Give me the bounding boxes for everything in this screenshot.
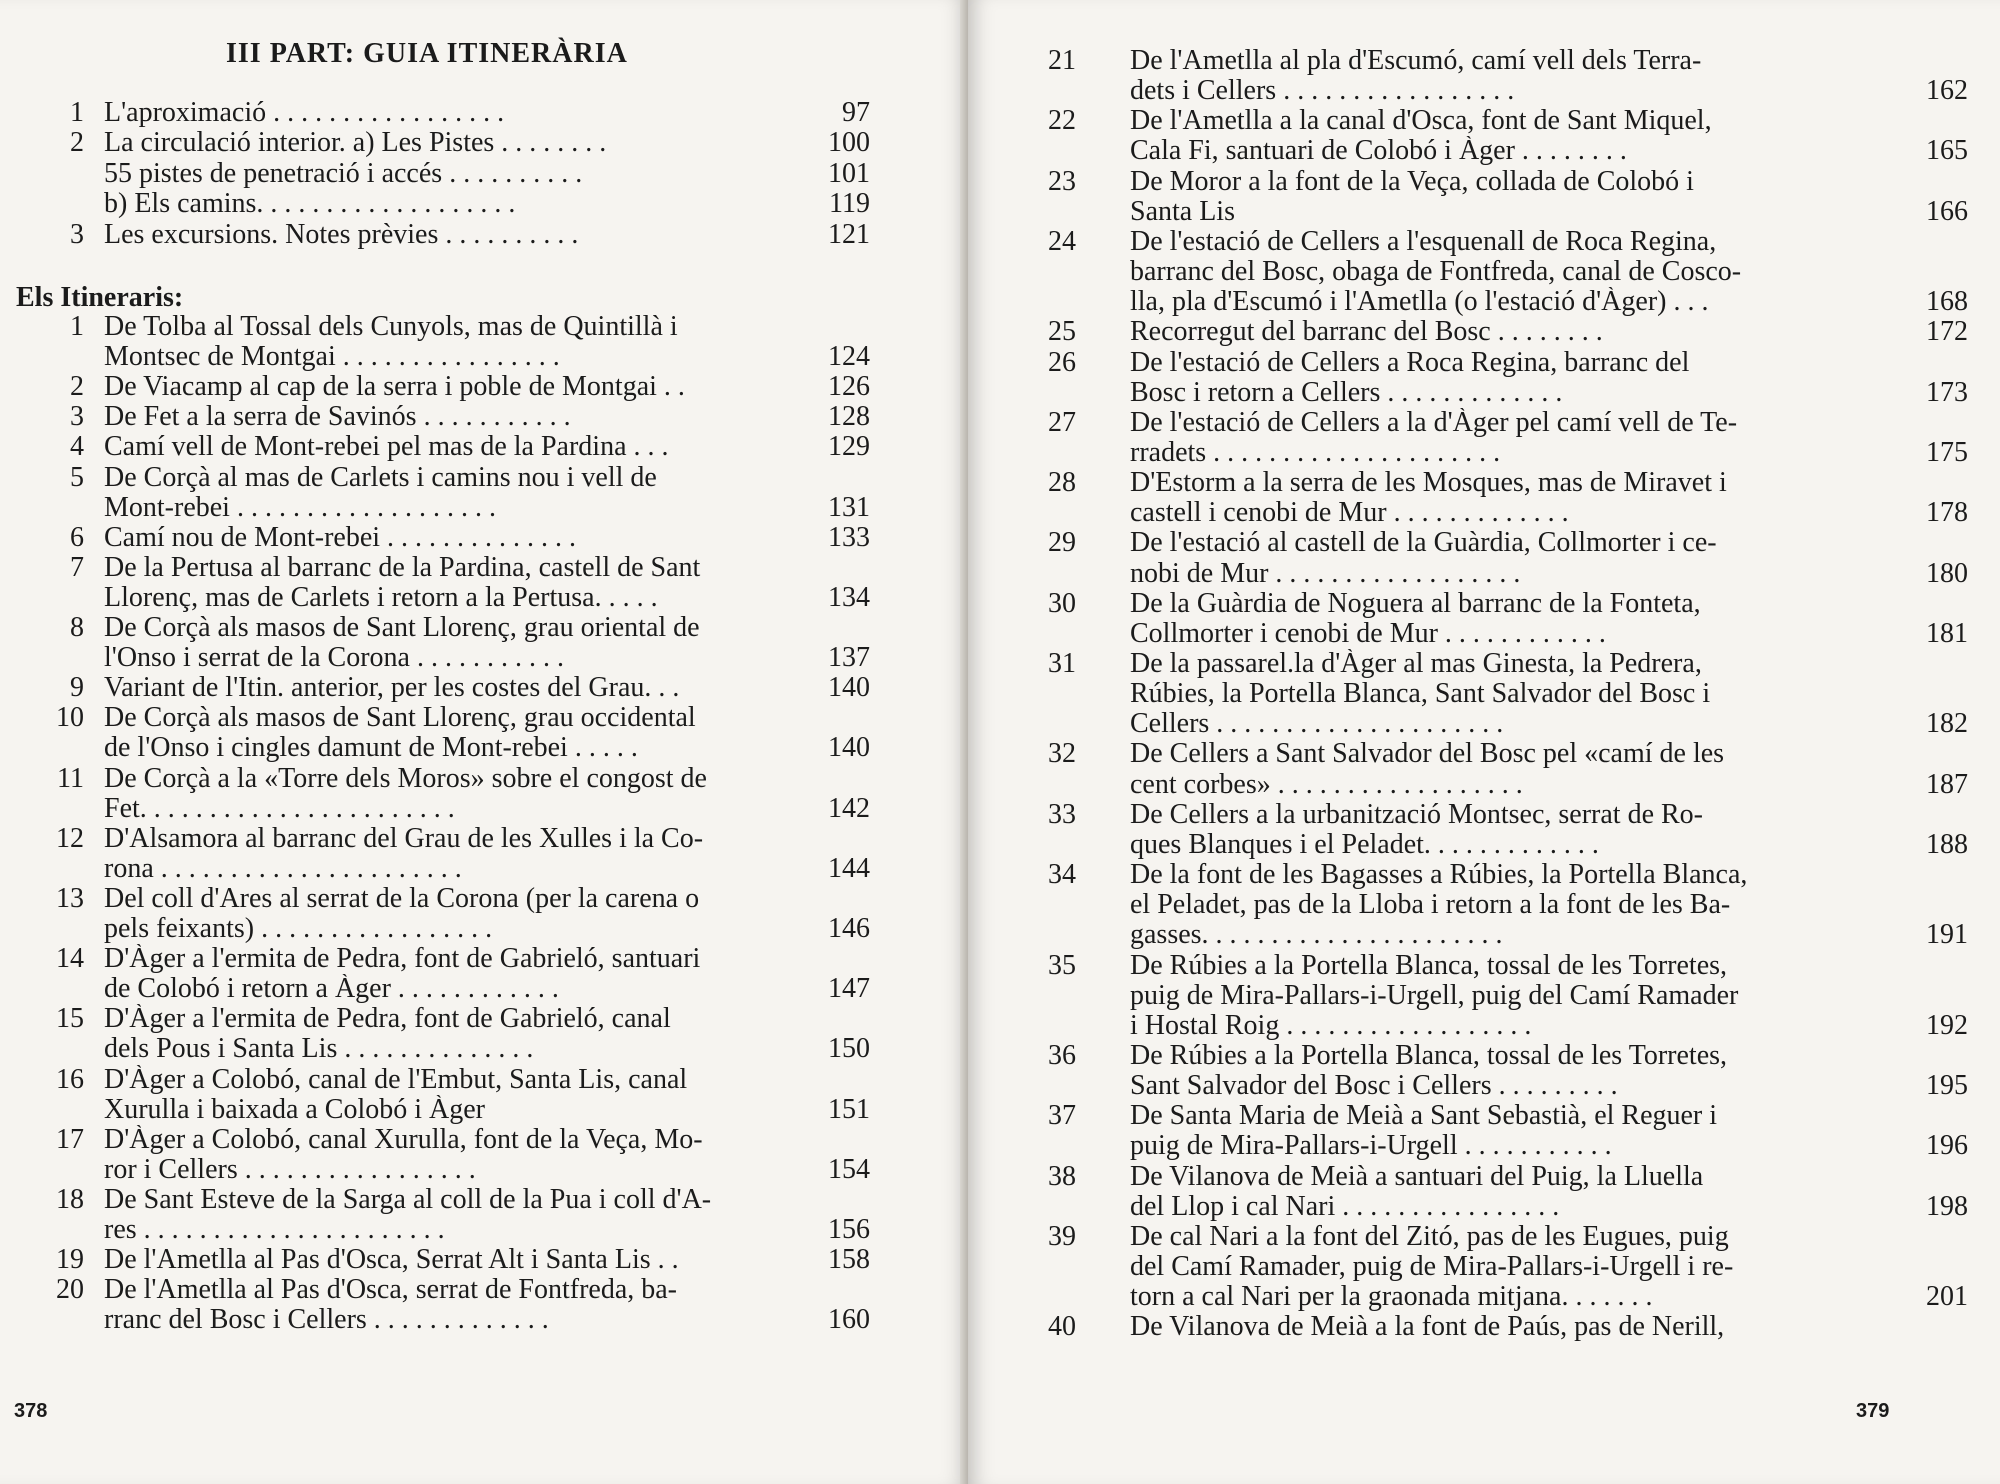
entry-text-line: De l'Ametlla al Pas d'Osca, serrat de Fontfreda, ba- (104, 1275, 678, 1306)
entry-text-line: b) Els camins. . . . . . . . . . . . . . . . . . . (104, 189, 516, 220)
entry-number: 1 (70, 311, 84, 342)
entry-text-line: De l'estació de Cellers a la d'Àger pel camí vell de Te- (1130, 407, 1738, 438)
entry-number: 36 (1048, 1039, 1076, 1071)
entry-page-number: 142 (828, 792, 870, 824)
entry-number: 26 (1048, 346, 1076, 378)
entry-number: 7 (70, 551, 84, 583)
entry-text-line: De l'estació de Cellers a l'esquenall de Roca Regina, (1130, 226, 1717, 257)
entry-number: 20 (56, 1274, 84, 1306)
entry-text-line: De Corçà al mas de Carlets i camins nou i vell de (104, 462, 657, 493)
entry-page-number: 162 (1926, 75, 1968, 107)
entry-page-number: 131 (828, 491, 870, 523)
entry-number: 5 (70, 461, 84, 493)
entry-number: 31 (1048, 648, 1076, 679)
toc-entry (968, 860, 2000, 950)
entry-page-number: 154 (828, 1153, 870, 1185)
entry-number: 12 (56, 822, 84, 854)
entry-text-line: Llorenç, mas de Carlets i retorn a la Pertusa. . . . . (104, 582, 658, 613)
toc-entry (968, 951, 2000, 1041)
entry-text-line: de l'Onso i cingles damunt de Mont-rebei . . . . . (104, 733, 638, 764)
entry-text-line: De Santa Maria de Meià a Sant Sebastià, el Reguer i (1130, 1101, 1718, 1132)
entry-number: 29 (1048, 527, 1076, 559)
entry-number: 6 (70, 521, 84, 553)
toc-entry (968, 1041, 2000, 1101)
entry-page-number: 173 (1926, 376, 1968, 408)
entry-text-line: De cal Nari a la font del Zitó, pas de les Eugues, puig (1130, 1221, 1729, 1252)
entry-number: 23 (1048, 165, 1076, 197)
toc-entry (0, 944, 968, 1004)
entry-page-number: 133 (828, 521, 870, 553)
entry-text-line: Mont-rebei . . . . . . . . . . . . . . . . . . . (104, 492, 496, 523)
entry-page-number: 196 (1926, 1130, 1968, 1162)
entry-number: 16 (56, 1063, 84, 1095)
entry-text-line: Variant de l'Itin. anterior, per les costes del Grau. . . (104, 673, 680, 704)
toc-entry (0, 1185, 968, 1245)
toc-entry (0, 1275, 968, 1335)
toc-entry (0, 764, 968, 824)
entry-text-line: Del coll d'Ares al serrat de la Corona (per la carena o (104, 883, 700, 914)
entry-text-line: ror i Cellers . . . . . . . . . . . . . . . . . (104, 1154, 476, 1185)
entry-page-number: 126 (828, 371, 870, 403)
entry-text-line: Sant Salvador del Bosc i Cellers . . . . . . . . . (1130, 1071, 1618, 1102)
entry-number: 1 (70, 97, 84, 128)
entry-text-line: cent corbes» . . . . . . . . . . . . . . . . . . (1130, 769, 1523, 800)
entry-page-number: 121 (828, 218, 870, 250)
entry-number: 22 (1048, 105, 1076, 137)
entry-text-line: De Tolba al Tossal dels Cunyols, mas de Quintillà i (104, 312, 678, 342)
entry-text-line: Collmorter i cenobi de Mur . . . . . . . . . . . . (1130, 618, 1606, 649)
toc-entry (0, 98, 968, 128)
entry-number: 2 (70, 371, 84, 403)
entry-text-line: De Corçà als masos de Sant Llorenç, grau occidental (104, 703, 696, 734)
entry-text-line: D'Estorm a la serra de les Mosques, mas de Miravet i (1130, 468, 1727, 499)
entry-text-line: del Llop i cal Nari . . . . . . . . . . . . . . . . (1130, 1191, 1560, 1222)
toc-entry (968, 46, 2000, 106)
entry-text-line: De la passarel.la d'Àger al mas Ginesta, la Pedrera, (1130, 649, 1702, 679)
entry-number: 27 (1048, 406, 1076, 438)
entry-page-number: 128 (828, 401, 870, 433)
entry-text-line: De Cellers a Sant Salvador del Bosc pel «camí de les (1130, 739, 1725, 770)
entry-text-line: De la Pertusa al barranc de la Pardina, castell de Sant (104, 552, 701, 583)
entry-text-line: Xurulla i baixada a Colobó i Àger (104, 1094, 486, 1125)
entry-number: 3 (70, 401, 84, 433)
entry-text-line: De l'estació de Cellers a Roca Regina, barranc del (1130, 347, 1690, 378)
entry-text-line: La circulació interior. a) Les Pistes . . . . . . . . (104, 128, 607, 159)
entry-number: 28 (1048, 467, 1076, 499)
entry-page-number: 192 (1926, 1009, 1968, 1041)
entry-text-line: rranc del Bosc i Cellers . . . . . . . . . . . . . (104, 1305, 549, 1336)
toc-entry (0, 1125, 968, 1185)
entry-page-number: 137 (828, 642, 870, 674)
entry-page-number: 187 (1926, 768, 1968, 800)
entry-page-number: 124 (828, 341, 870, 373)
entry-text-line: rradets . . . . . . . . . . . . . . . . . . . . . (1130, 437, 1501, 468)
page-number-left: 378 (14, 1400, 48, 1422)
entry-text-line: i Hostal Roig . . . . . . . . . . . . . . . . . . (1130, 1010, 1532, 1041)
entry-number: 2 (70, 127, 84, 159)
entry-text-line: Camí vell de Mont-rebei pel mas de la Pardina . . . (104, 432, 669, 463)
entry-page-number: 97 (842, 97, 870, 128)
toc-entry (968, 167, 2000, 227)
entry-page-number: 175 (1926, 436, 1968, 468)
entry-page-number: 156 (828, 1213, 870, 1245)
toc-entry (0, 523, 968, 553)
entry-number: 9 (70, 672, 84, 704)
entry-text-line: puig de Mira-Pallars-i-Urgell . . . . . . . . . . . (1130, 1131, 1612, 1162)
entry-page-number: 160 (828, 1304, 870, 1336)
toc-entry (0, 673, 968, 703)
entry-text-line: Recorregut del barranc del Bosc . . . . . . . . (1130, 317, 1603, 348)
entry-text-line: D'Àger a l'ermita de Pedra, font de Gabrieló, canal (104, 1004, 671, 1035)
left-page (0, 0, 968, 1484)
entry-number: 15 (56, 1003, 84, 1035)
entry-number: 30 (1048, 587, 1076, 619)
toc-entry (968, 1101, 2000, 1161)
toc-entry (968, 408, 2000, 468)
entry-page-number: 172 (1926, 316, 1968, 348)
entry-page-number: 178 (1926, 497, 1968, 529)
entry-page-number: 151 (828, 1093, 870, 1125)
entry-text-line: De Corçà als masos de Sant Llorenç, grau oriental de (104, 613, 700, 643)
entry-text-line: barranc del Bosc, obaga de Fontfreda, canal de Cosco- (1130, 257, 1742, 288)
itineraries-subheading: Els Itineraris: (16, 282, 184, 313)
entry-text-line: De l'Ametlla a la canal d'Osca, font de Sant Miquel, (1130, 106, 1712, 137)
entry-text-line: dels Pous i Santa Lis . . . . . . . . . . . . . . (104, 1034, 534, 1065)
entry-text-line: 55 pistes de penetració i accés . . . . . . . . . . (104, 158, 583, 189)
entry-text-line: Fet. . . . . . . . . . . . . . . . . . . . . . . (104, 793, 455, 824)
entry-text-line: De Rúbies a la Portella Blanca, tossal de les Torretes, (1130, 1040, 1728, 1071)
entry-number: 18 (56, 1183, 84, 1215)
entry-text-line: pels feixants) . . . . . . . . . . . . . . . . . (104, 913, 493, 944)
entry-text-line: De Vilanova de Meià a la font de Paús, pas de Nerill, (1130, 1312, 1725, 1343)
entry-page-number: 158 (828, 1244, 870, 1276)
entry-text-line: De la font de les Bagasses a Rúbies, la Portella Blanca, (1130, 860, 1748, 891)
entry-text-line: Cellers . . . . . . . . . . . . . . . . . . . . . (1130, 709, 1504, 740)
entry-text-line: D'Àger a Colobó, canal de l'Embut, Santa Lis, canal (104, 1064, 688, 1095)
entry-text-line: Bosc i retorn a Cellers . . . . . . . . . . . . . (1130, 377, 1563, 408)
toc-entry (968, 106, 2000, 166)
toc-entry (0, 1065, 968, 1125)
toc-entry (0, 1245, 968, 1275)
entry-text-line: rona . . . . . . . . . . . . . . . . . . . . . . (104, 853, 462, 884)
entry-text-line: l'Onso i serrat de la Corona . . . . . . . . . . . (104, 643, 564, 674)
entry-number: 17 (56, 1123, 84, 1155)
entry-page-number: 100 (828, 127, 870, 159)
entry-number: 37 (1048, 1100, 1076, 1132)
entry-text-line: el Peladet, pas de la Lloba i retorn a la font de les Ba- (1130, 890, 1731, 921)
toc-entry (968, 468, 2000, 528)
toc-entry (968, 1162, 2000, 1222)
entry-text-line: dets i Cellers . . . . . . . . . . . . . . . . . (1130, 76, 1515, 107)
entry-page-number: 182 (1926, 708, 1968, 740)
entry-page-number: 140 (828, 732, 870, 764)
entry-page-number: 191 (1926, 919, 1968, 951)
entry-text-line: De l'Ametlla al pla d'Escumó, camí vell dels Terra- (1130, 46, 1702, 76)
toc-entry (968, 528, 2000, 588)
entry-page-number: 140 (828, 672, 870, 704)
toc-entry (968, 348, 2000, 408)
part-heading: III PART: GUIA ITINERÀRIA (226, 38, 628, 69)
entry-text-line: res . . . . . . . . . . . . . . . . . . . . . . (104, 1214, 445, 1245)
toc-entry (0, 824, 968, 884)
entry-text-line: Rúbies, la Portella Blanca, Sant Salvador del Bosc i (1130, 679, 1711, 710)
right-page (968, 0, 2000, 1484)
entry-text-line: D'Àger a l'ermita de Pedra, font de Gabrieló, santuari (104, 944, 701, 975)
entry-text-line: De la Guàrdia de Noguera al barranc de la Fonteta, (1130, 588, 1701, 619)
entry-text-line: De Corçà a la «Torre dels Moros» sobre el congost de (104, 763, 707, 794)
toc-entry (0, 189, 968, 219)
entry-text-line: Les excursions. Notes prèvies . . . . . . . . . . (104, 219, 579, 250)
entry-text-line: De Sant Esteve de la Sarga al coll de la Pua i coll d'A- (104, 1184, 712, 1215)
entry-page-number: 144 (828, 852, 870, 884)
entry-text-line: lla, pla d'Escumó i l'Ametlla (o l'estació d'Àger) . . . (1130, 287, 1709, 318)
entry-page-number: 165 (1926, 135, 1968, 167)
entry-number: 35 (1048, 949, 1076, 981)
entry-number: 14 (56, 943, 84, 975)
entry-number: 10 (56, 702, 84, 734)
entry-number: 25 (1048, 316, 1076, 348)
entry-page-number: 168 (1926, 286, 1968, 318)
entry-page-number: 119 (829, 188, 870, 220)
toc-entry (0, 128, 968, 158)
toc-entry (0, 1004, 968, 1064)
entry-number: 4 (70, 431, 84, 463)
toc-entry (968, 317, 2000, 347)
entry-page-number: 129 (828, 431, 870, 463)
entry-page-number: 188 (1926, 828, 1968, 860)
entry-text-line: De l'estació al castell de la Guàrdia, Collmorter i ce- (1130, 528, 1717, 559)
toc-entry (0, 312, 968, 372)
entry-text-line: gasses. . . . . . . . . . . . . . . . . . . . . . (1130, 920, 1503, 951)
entry-page-number: 201 (1926, 1281, 1968, 1313)
entry-text-line: ques Blanques i el Peladet. . . . . . . . . . . . . (1130, 829, 1599, 860)
page-number-right: 379 (1856, 1400, 1890, 1422)
entry-number: 40 (1048, 1311, 1076, 1343)
toc-entry (0, 884, 968, 944)
entry-page-number: 150 (828, 1033, 870, 1065)
entry-text-line: torn a cal Nari per la graonada mitjana. . . . . . . (1130, 1282, 1653, 1313)
toc-entry (968, 649, 2000, 739)
toc-entry (0, 159, 968, 189)
entry-number: 21 (1048, 45, 1076, 76)
entry-text-line: Santa Lis (1130, 196, 1235, 227)
entry-number: 24 (1048, 225, 1076, 257)
entry-text-line: nobi de Mur . . . . . . . . . . . . . . . . . . (1130, 558, 1521, 589)
entry-text-line: de Colobó i retorn a Àger . . . . . . . . . . . . (104, 974, 559, 1005)
entry-page-number: 180 (1926, 557, 1968, 589)
entry-page-number: 166 (1926, 195, 1968, 227)
entry-text-line: castell i cenobi de Mur . . . . . . . . . . . . . (1130, 498, 1569, 529)
entry-page-number: 198 (1926, 1190, 1968, 1222)
toc-entry (0, 432, 968, 462)
toc-entry (968, 800, 2000, 860)
entry-text-line: Montsec de Montgai . . . . . . . . . . . . . . . . (104, 342, 560, 373)
toc-entry (968, 1312, 2000, 1342)
entry-page-number: 147 (828, 973, 870, 1005)
toc-entry (968, 739, 2000, 799)
entry-number: 8 (70, 612, 84, 643)
toc-entry (0, 613, 968, 673)
entry-text-line: De Fet a la serra de Savinós . . . . . . . . . . . (104, 402, 571, 433)
entry-number: 11 (57, 762, 84, 794)
toc-entry (0, 402, 968, 432)
entry-page-number: 146 (828, 912, 870, 944)
toc-entry (0, 463, 968, 523)
toc-entry (968, 227, 2000, 317)
entry-text-line: De Cellers a la urbanització Montsec, serrat de Ro- (1130, 799, 1704, 830)
entry-text-line: De Moror a la font de la Veça, collada de Colobó i (1130, 166, 1694, 197)
toc-entry (0, 703, 968, 763)
toc-entry (0, 553, 968, 613)
toc-entry (968, 589, 2000, 649)
toc-entry (968, 1222, 2000, 1312)
entry-page-number: 134 (828, 581, 870, 613)
entry-text-line: puig de Mira-Pallars-i-Urgell, puig del Camí Ramader (1130, 980, 1739, 1011)
entry-text-line: Camí nou de Mont-rebei . . . . . . . . . . . . . . (104, 522, 577, 553)
entry-page-number: 101 (828, 157, 870, 189)
entry-number: 38 (1048, 1160, 1076, 1192)
entry-page-number: 181 (1926, 617, 1968, 649)
entry-text-line: De Vilanova de Meià a santuari del Puig, la Lluella (1130, 1161, 1704, 1192)
entry-number: 34 (1048, 859, 1076, 891)
entry-text-line: De Rúbies a la Portella Blanca, tossal de les Torretes, (1130, 950, 1728, 981)
entry-text-line: D'Alsamora al barranc del Grau de les Xulles i la Co- (104, 823, 704, 854)
entry-number: 32 (1048, 738, 1076, 770)
entry-text-line: L'aproximació . . . . . . . . . . . . . . . . . (104, 98, 505, 128)
toc-entry (0, 220, 968, 250)
entry-text-line: D'Àger a Colobó, canal Xurulla, font de la Veça, Mo- (104, 1124, 703, 1155)
entry-text-line: De Viacamp al cap de la serra i poble de Montgai . . (104, 372, 685, 403)
entry-text-line: del Camí Ramader, puig de Mira-Pallars-i-Urgell i re- (1130, 1251, 1734, 1282)
entry-text-line: De l'Ametlla al Pas d'Osca, Serrat Alt i Santa Lis . . (104, 1245, 679, 1276)
entry-number: 39 (1048, 1220, 1076, 1252)
toc-entry (0, 372, 968, 402)
entry-number: 13 (56, 882, 84, 914)
entry-number: 3 (70, 218, 84, 250)
entry-number: 33 (1048, 798, 1076, 830)
entry-page-number: 195 (1926, 1070, 1968, 1102)
entry-text-line: Cala Fi, santuari de Colobó i Àger . . . . . . . . (1130, 136, 1627, 167)
entry-number: 19 (56, 1244, 84, 1276)
